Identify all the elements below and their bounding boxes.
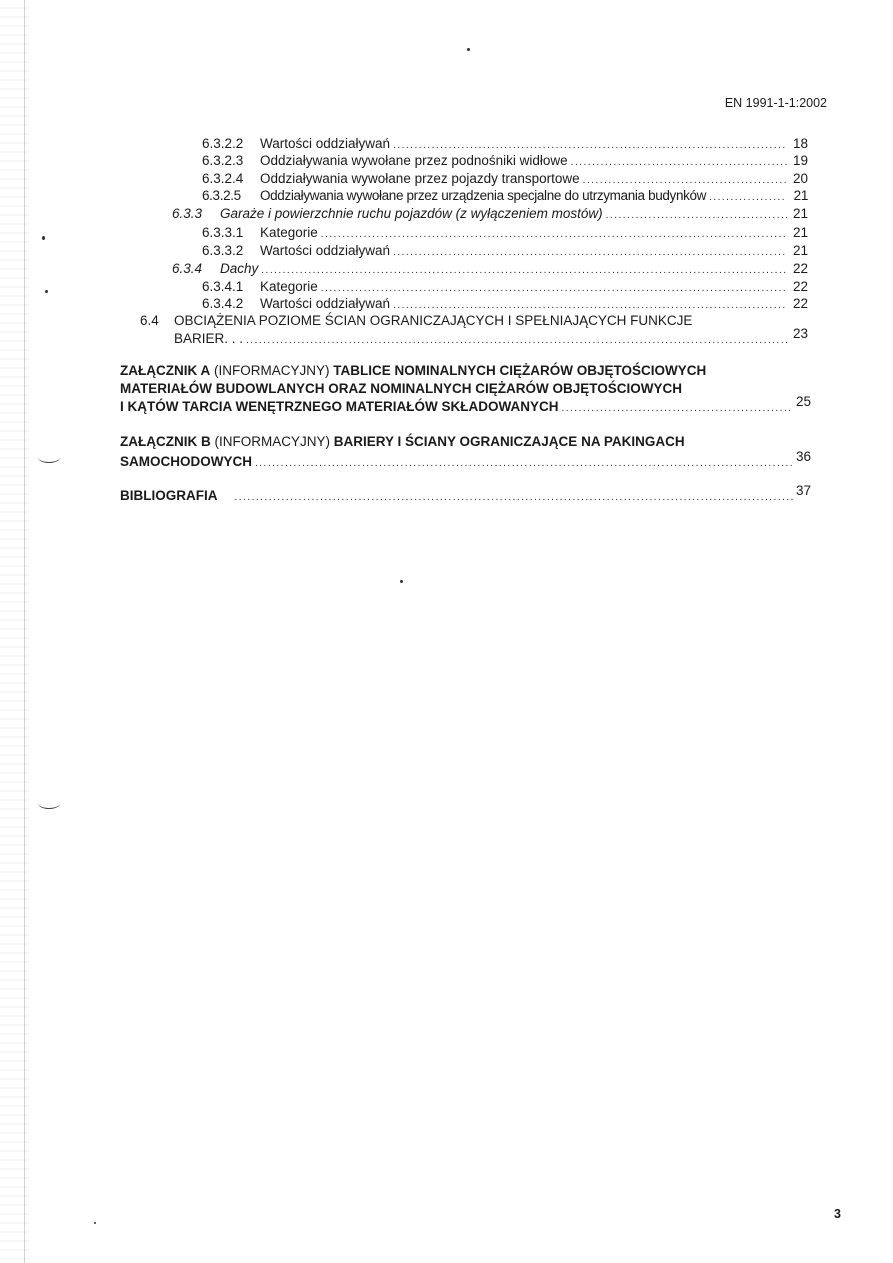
toc-title: OBCIĄŻENIA POZIOME ŚCIAN OGRANICZAJĄCYCH I SPEŁNIAJĄCYCH FUNKCJE: [174, 313, 693, 328]
toc-number: 6.3.4.2: [202, 296, 244, 311]
annex-a-line2: MATERIAŁÓW BUDOWLANYCH ORAZ NOMINALNYCH CIĘŻARÓW OBJĘTOŚCIOWYCH: [120, 381, 682, 396]
toc-page: 21: [792, 243, 808, 258]
toc-entry-6-3-2-5[interactable]: [202, 188, 808, 206]
toc-entry-6-3-3-1[interactable]: [202, 225, 808, 243]
toc-entry-6-3-4[interactable]: [172, 261, 808, 279]
toc-page: 22: [792, 296, 808, 311]
page-number: 3: [834, 1207, 841, 1221]
annex-b-line2: [120, 449, 811, 472]
annex-a-type: (INFORMACYJNY): [214, 363, 330, 378]
toc-number: 6.3.2.3: [202, 153, 244, 168]
toc-entry-6-3-2-2[interactable]: [202, 136, 808, 154]
annex-b-title-line1: BARIERY I ŚCIANY OGRANICZAJĄCE NA PAKINGACH: [333, 434, 685, 449]
bibliography-page: 37: [795, 483, 811, 498]
annex-b-title-line2: SAMOCHODOWYCH: [120, 454, 252, 469]
toc-leader-dots: [583, 173, 787, 189]
toc-page: 18: [792, 136, 808, 151]
bibliography-entry[interactable]: [120, 483, 811, 506]
toc-title: Oddziaływania wywołane przez podnośniki widłowe: [260, 153, 568, 168]
toc-entry-6-3-3[interactable]: [172, 206, 808, 224]
toc-leader-dots: [393, 245, 787, 261]
toc-title-continued: BARIER. . .: [174, 331, 244, 346]
toc-leader-dots: [393, 298, 787, 314]
toc-leader-dots: [321, 281, 787, 297]
toc-page: 22: [792, 261, 808, 276]
toc-number: 6.3.3.1: [202, 225, 244, 240]
annex-a-title-line3: I KĄTÓW TARCIA WENĘTRZNEGO MATERIAŁÓW SKŁADOWANYCH: [120, 399, 559, 414]
toc-number: 6.3.4: [172, 261, 203, 276]
annex-b-page: 36: [795, 449, 811, 464]
scan-speck: [45, 290, 48, 293]
toc-number: 6.3.3.2: [202, 243, 244, 258]
toc-page: 20: [792, 171, 808, 186]
annex-a-line1: [120, 363, 706, 379]
toc-entry-6-4-line2[interactable]: [174, 326, 808, 349]
toc-title: Kategorie: [260, 279, 318, 294]
toc-title: Oddziaływania wywołane przez pojazdy transportowe: [260, 171, 580, 186]
toc-entry-6-3-2-3[interactable]: [202, 153, 808, 171]
toc-number: 6.3.4.1: [202, 279, 244, 294]
toc-title: Wartości oddziaływań: [260, 136, 391, 151]
toc-leader-dots: [235, 490, 793, 506]
toc-number: 6.3.2.2: [202, 136, 244, 151]
toc-page: 21: [792, 225, 808, 240]
scan-mark: [38, 798, 60, 809]
toc-page: 21: [793, 188, 808, 203]
toc-leader-dots: [561, 401, 793, 417]
toc-page: 21: [792, 206, 808, 221]
scan-speck: [400, 580, 403, 583]
toc-leader-dots: [606, 208, 787, 224]
toc-title: Dachy: [220, 261, 259, 276]
scan-speck: [94, 1222, 96, 1224]
annex-b-label: ZAŁĄCZNIK B: [120, 434, 211, 449]
toc-page: 22: [792, 279, 808, 294]
toc-entry-6-3-4-2[interactable]: [202, 296, 808, 314]
toc-leader-dots: [255, 456, 793, 472]
toc-title: Oddziaływania wywołane przez urządzenia specjalne do utrzymania budynków: [260, 188, 707, 203]
document-standard-header: EN 1991-1-1:2002: [724, 96, 827, 110]
annex-b-line1: [120, 434, 685, 450]
toc-page: 23: [792, 326, 808, 341]
scan-edge-line: [24, 0, 25, 1263]
toc-page: 19: [792, 153, 808, 168]
toc-entry-6-3-3-2[interactable]: [202, 243, 808, 261]
toc-entry-6-3-4-1[interactable]: [202, 279, 808, 297]
bibliography-label: BIBLIOGRAFIA: [120, 488, 218, 503]
toc-number: 6.4: [140, 313, 159, 328]
annex-b-type: (INFORMACYJNY): [214, 434, 331, 449]
toc-title: Kategorie: [260, 225, 318, 240]
toc-leader-dots: [709, 190, 787, 206]
toc-entry-6-3-2-4[interactable]: [202, 171, 808, 189]
toc-number: 6.3.2.4: [202, 171, 244, 186]
toc-leader-dots: [571, 155, 787, 171]
annex-a-line3: [120, 394, 811, 417]
toc-number: 6.3.3: [172, 206, 203, 221]
scan-edge-noise: [0, 0, 30, 1263]
annex-a-page: 25: [795, 394, 811, 409]
toc-leader-dots: [246, 333, 787, 349]
toc-number: 6.3.2.5: [202, 188, 241, 203]
annex-a-title-line1: TABLICE NOMINALNYCH CIĘŻARÓW OBJĘTOŚCIOWYCH: [333, 363, 707, 378]
toc-title: Garaże i powierzchnie ruchu pojazdów (z wyłączeniem mostów): [220, 206, 603, 221]
annex-a-label: ZAŁĄCZNIK A: [120, 363, 211, 378]
toc-entry-6-4-line1[interactable]: [140, 313, 692, 329]
toc-leader-dots: [321, 227, 787, 243]
toc-title: Wartości oddziaływań: [260, 296, 391, 311]
toc-leader-dots: [393, 138, 787, 154]
scan-mark: [38, 452, 60, 463]
toc-title: Wartości oddziaływań: [260, 243, 391, 258]
scan-speck: [42, 236, 45, 240]
toc-leader-dots: [261, 263, 787, 279]
scan-speck: [467, 48, 470, 51]
